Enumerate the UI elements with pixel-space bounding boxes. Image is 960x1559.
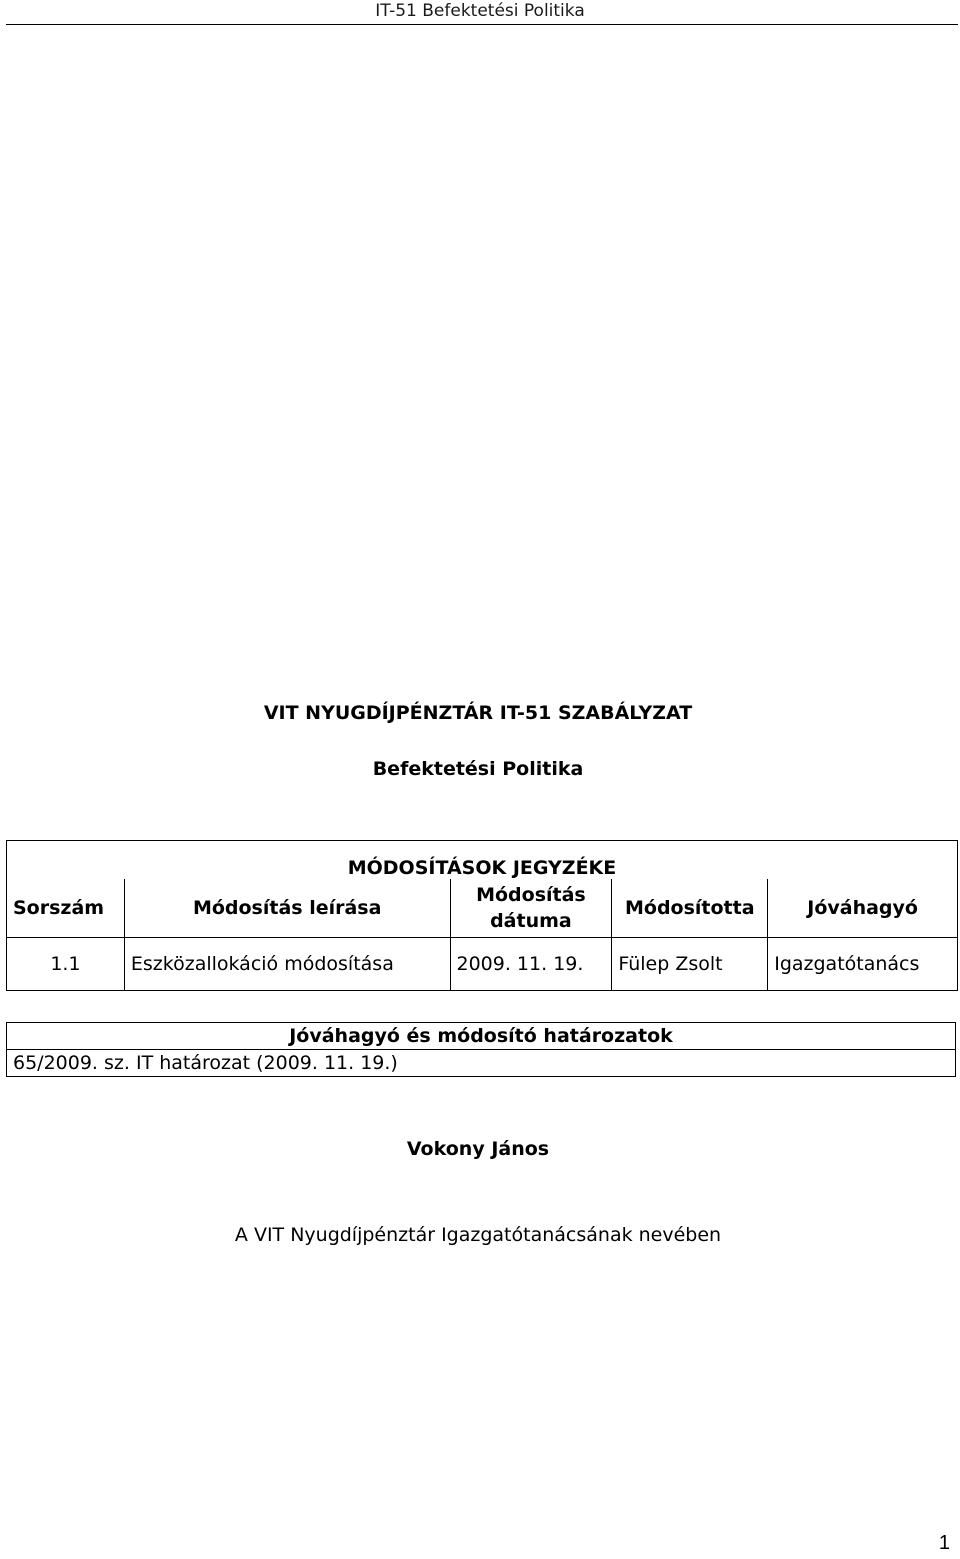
cell-date: 2009. 11. 19.: [450, 938, 612, 991]
column-header-approver: Jóváhagyó: [768, 879, 958, 938]
resolution-item: 65/2009. sz. IT határozat (2009. 11. 19.): [7, 1050, 956, 1077]
signer-role: A VIT Nyugdíjpénztár Igazgatótanácsának nevében: [234, 1224, 722, 1246]
column-header-number: Sorszám: [7, 879, 125, 938]
column-header-date-line1: Módosítás: [476, 884, 586, 906]
header-divider: [6, 24, 958, 25]
column-header-date-line2: dátuma: [490, 910, 572, 932]
column-header-modified-by: Módosította: [612, 879, 768, 938]
column-header-description: Módosítás leírása: [124, 879, 450, 938]
table-row: [7, 938, 958, 991]
resolutions-table: [6, 1022, 956, 1077]
cell-number: 1.1: [7, 938, 125, 991]
changes-table-header-row: [7, 879, 958, 938]
document-subtitle: Befektetési Politika: [372, 758, 584, 780]
changes-table: [6, 840, 958, 991]
cell-description: Eszközallokáció módosítása: [124, 938, 450, 991]
resolutions-table-caption: Jóváhagyó és módosító határozatok: [7, 1023, 956, 1050]
table-row: [7, 1050, 956, 1077]
column-header-date: [450, 879, 612, 938]
document-title: VIT NYUGDÍJPÉNZTÁR IT-51 SZABÁLYZAT: [263, 702, 693, 724]
cell-modified-by: Fülep Zsolt: [612, 938, 768, 991]
signer-name: Vokony János: [406, 1138, 550, 1160]
running-header: IT-51 Befektetési Politika: [375, 1, 585, 21]
changes-table-caption: MÓDOSÍTÁSOK JEGYZÉKE: [7, 841, 958, 880]
page-number: 1: [938, 1532, 950, 1554]
cell-approver: Igazgatótanács: [768, 938, 958, 991]
